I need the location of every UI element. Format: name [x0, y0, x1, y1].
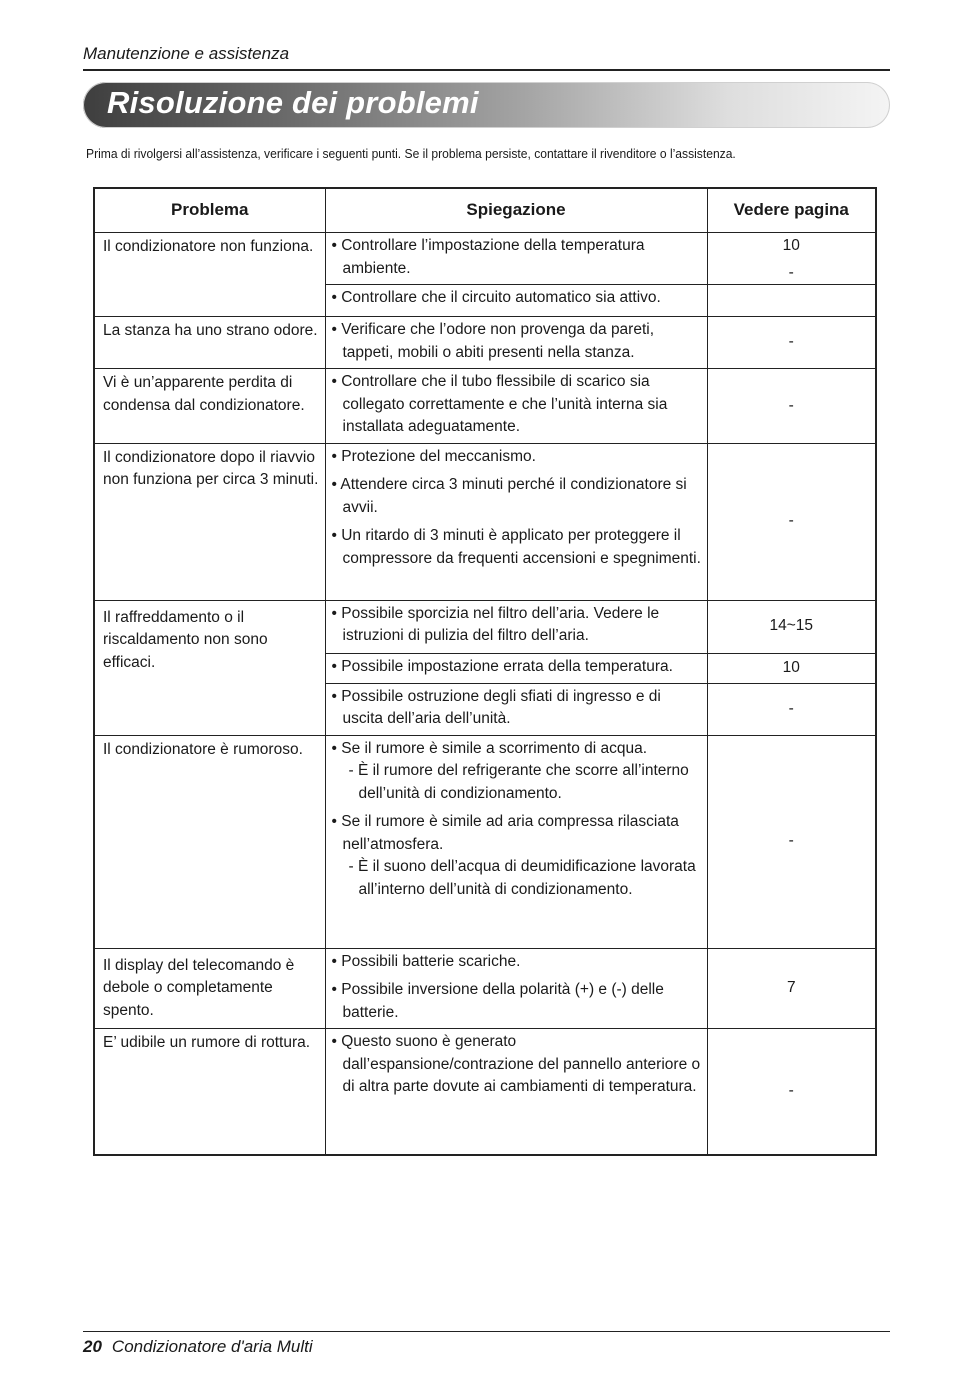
page-cell: -	[707, 683, 876, 735]
page-cell: 10	[707, 653, 876, 683]
table-header-row	[94, 188, 876, 233]
explanation-item: • Possibile ostruzione degli sfiati di ingresso e di uscita dell’aria dell’unità.	[331, 687, 661, 727]
table-row	[94, 443, 876, 600]
page-title: Risoluzione dei problemi	[107, 85, 479, 120]
header-spiegazione: Spiegazione	[325, 188, 707, 233]
page-cell: -	[707, 317, 876, 369]
explanation-item: • Un ritardo di 3 minuti è applicato per proteggere il compressore da frequenti accensioni e spegnimenti.	[331, 527, 701, 567]
page-cell	[707, 233, 876, 285]
problem-cell: Il raffreddamento o il riscaldamento non sono efficaci.	[94, 600, 325, 735]
explanation-item: • Possibile sporcizia nel filtro dell’aria. Vedere le istruzioni di pulizia del filtro dell’aria.	[331, 604, 660, 644]
troubleshooting-table	[93, 187, 877, 1156]
explanation-cell	[325, 600, 707, 653]
problem-cell: La stanza ha uno strano odore.	[94, 317, 325, 369]
header-divider	[83, 69, 890, 71]
explanation-subitem: - È il rumore del refrigerante che scorre all’interno dell’unità di condizionamento.	[348, 762, 689, 802]
problem-cell: Il condizionatore dopo il riavvio non funziona per circa 3 minuti.	[94, 443, 325, 600]
problem-cell: E’ udibile un rumore di rottura.	[94, 1029, 325, 1155]
manual-title: Condizionatore d'aria Multi	[111, 1337, 313, 1356]
explanation-item: • Verificare che l’odore non provenga da pareti, tappeti, mobili o abiti presenti nella stanza.	[331, 321, 655, 361]
page-cell: 14~15	[707, 600, 876, 653]
page-cell: 7	[707, 948, 876, 1029]
explanation-item: • Controllare che il tubo flessibile di scarico sia collegato correttamente e che l’unità interna sia installata adeguatamente.	[331, 373, 668, 435]
page-cell: -	[707, 443, 876, 600]
page-ref: -	[788, 263, 794, 281]
footer-divider	[83, 1331, 890, 1332]
problem-cell: Il condizionatore è rumoroso.	[94, 735, 325, 948]
explanation-item: • Controllare che il circuito automatico sia attivo.	[331, 289, 661, 306]
explanation-item: • Se il rumore è simile a scorrimento di acqua.	[331, 739, 648, 757]
table-row	[94, 735, 876, 948]
problem-cell: Il condizionatore non funziona.	[94, 233, 325, 317]
table-row	[94, 948, 876, 1029]
table-row	[94, 369, 876, 444]
explanation-item: • Possibile inversione della polarità (+) e (-) delle batterie.	[331, 981, 664, 1021]
explanation-cell	[325, 735, 707, 948]
explanation-item: • Possibili batterie scariche.	[331, 952, 521, 970]
explanation-item: • Attendere circa 3 minuti perché il condizionatore si avvii.	[331, 476, 687, 516]
explanation-cell	[325, 683, 707, 735]
table-row	[94, 1029, 876, 1155]
explanation-subitem: - È il suono dell’acqua di deumidificazione lavorata all’interno dell’unità di condizionamento.	[348, 858, 696, 898]
header-vedere-pagina: Vedere pagina	[707, 188, 876, 233]
intro-text: Prima di rivolgersi all’assistenza, verificare i seguenti punti. Se il problema persiste, contattare il rivenditore o l’assistenza.	[86, 146, 736, 161]
problem-cell: Vi è un’apparente perdita di condensa dal condizionatore.	[94, 369, 325, 444]
explanation-cell	[325, 1029, 707, 1155]
section-header: Manutenzione e assistenza	[83, 44, 290, 63]
table-row	[94, 233, 876, 285]
explanation-cell	[325, 653, 707, 683]
page-cell: -	[707, 369, 876, 444]
explanation-cell	[325, 233, 707, 285]
explanation-item: • Controllare l’impostazione della temperatura ambiente.	[331, 237, 645, 277]
explanation-cell	[325, 317, 707, 369]
explanation-cell	[325, 948, 707, 1029]
page-cell: -	[707, 735, 876, 948]
table-row	[94, 317, 876, 369]
explanation-cell	[325, 369, 707, 444]
explanation-cell	[325, 285, 707, 317]
explanation-item: • Possibile impostazione errata della temperatura.	[331, 657, 673, 675]
problem-cell: Il display del telecomando è debole o completamente spento.	[94, 948, 325, 1029]
page-cell: -	[707, 1029, 876, 1155]
page-footer	[83, 1337, 313, 1357]
explanation-item: • Questo suono è generato dall’espansione/contrazione del pannello anteriore o di altra parte dovute ai cambiamenti di temperatura.	[331, 1033, 701, 1095]
table-row	[94, 600, 876, 653]
page-number: 20	[83, 1337, 102, 1356]
page-ref: 10	[782, 237, 800, 254]
explanation-item: • Se il rumore è simile ad aria compressa rilasciata nell’atmosfera.	[331, 813, 679, 853]
explanation-cell	[325, 443, 707, 600]
explanation-item: • Protezione del meccanismo.	[331, 447, 536, 465]
header-problema: Problema	[94, 188, 325, 233]
title-banner	[83, 82, 890, 128]
page-cell	[707, 285, 876, 317]
